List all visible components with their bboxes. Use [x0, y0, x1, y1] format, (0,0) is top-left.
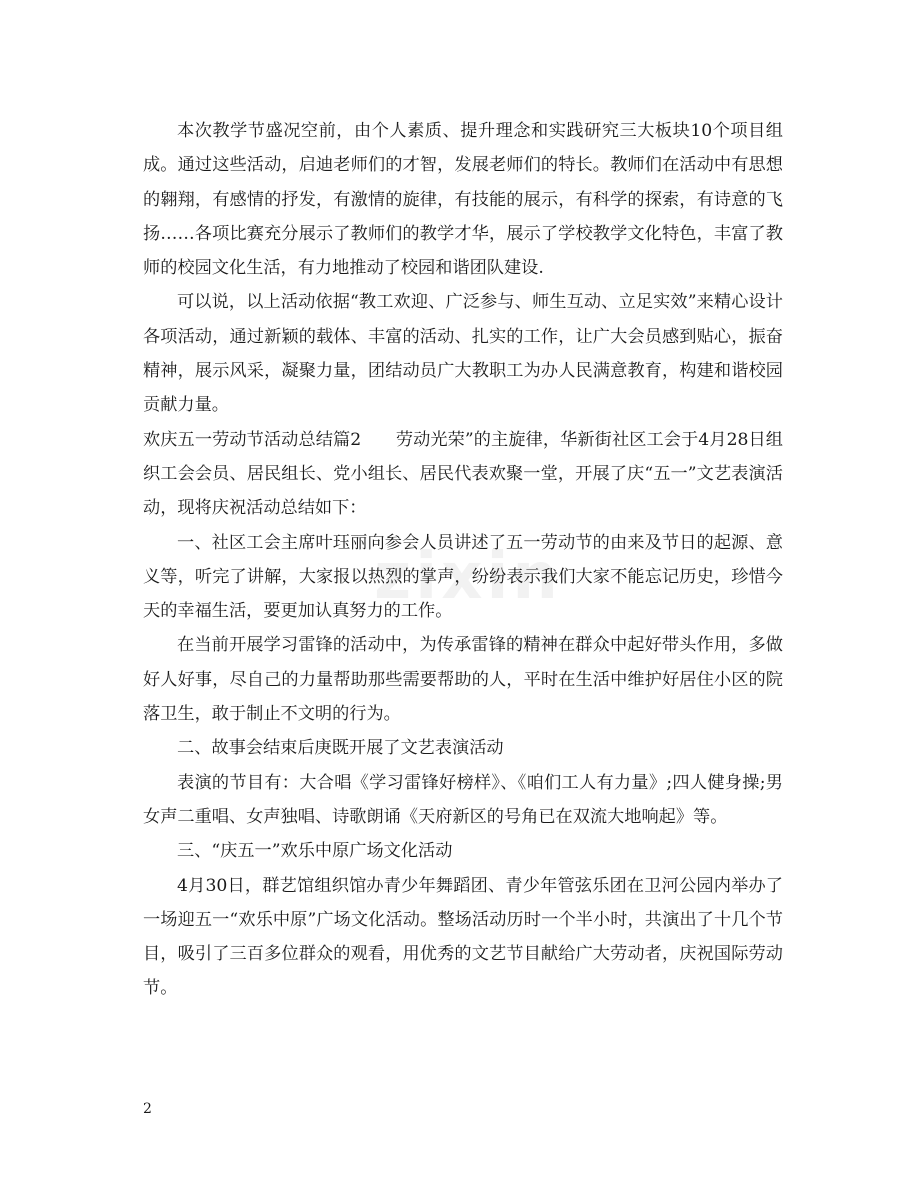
page-number: 2: [143, 1101, 152, 1117]
paragraph-item-one: 一、社区工会主席叶珏丽向参会人员讲述了五一劳动节的由来及节日的起源、意义等，听完了讲解，大家报以热烈的掌声，纷纷表示我们大家不能忘记历史，珍惜今天的幸福生活，要更加认真努力的工作。: [143, 532, 783, 622]
watermark: zixin: [374, 540, 562, 614]
paragraph-april-30: 4月30日，群艺馆组织馆办青少年舞蹈团、青少年管弦乐团在卫河公园内举办了一场迎五一“欢乐中原”广场文化活动。整场活动历时一个半小时，共演出了十几个节目，吸引了三百多位群众的观看，用优秀的文艺节目献给广大劳动者，庆祝国际劳动节。: [143, 875, 783, 999]
paragraph-lei-feng: 在当前开展学习雷锋的活动中，为传承雷锋的精神在群众中起好带头作用，多做好人好事，尽自己的力量帮助那些需要帮助的人，平时在生活中维护好居住小区的院落卫生，敢于制止不文明的行为。: [143, 635, 783, 725]
paragraph-item-three-heading: 三、“庆五一”欢乐中原广场文化活动: [177, 841, 453, 862]
paragraph-item-two-heading: 二、故事会结束后庚既开展了文艺表演活动: [177, 738, 504, 759]
paragraph-programs: 表演的节目有：大合唱《学习雷锋好榜样》、《咱们工人有力量》;四人健身操;男女声二重唱、女声独唱、诗歌朗诵《天府新区的号角已在双流大地响起》等。: [143, 772, 783, 827]
paragraph-teaching-festival: 本次教学节盛况空前，由个人素质、提升理念和实践研究三大板块10个项目组成。通过这些活动，启迪老师们的才智，发展老师们的特长。教师们在活动中有思想的翱翔，有感情的抒发，有激情的旋律，有技能的展示，有科学的探索，有诗意的飞扬……各项比赛充分展示了教师们的教学才华，展示了学校教学文化特色，丰富了教师的校园文化生活，有力地推动了校园和谐团队建设.: [143, 121, 783, 279]
paragraph-section-2-intro: 欢庆五一劳动节活动总结篇2 劳动光荣”的主旋律，华新街社区工会于4月28日组织工会会员、居民组长、党小组长、居民代表欢聚一堂，开展了庆“五一”文艺表演活动，现将庆祝活动总结如下：: [143, 429, 783, 519]
paragraph-activity-summary: 可以说，以上活动依据“教工欢迎、广泛参与、师生互动、立足实效”来精心设计各项活动，通过新颖的载体、丰富的活动、扎实的工作，让广大会员感到贴心，振奋精神，展示风采，凝聚力量，团结动员广大教职工为办人民满意教育，构建和谐校园贡献力量。: [143, 292, 783, 416]
document-body: [143, 114, 783, 1006]
